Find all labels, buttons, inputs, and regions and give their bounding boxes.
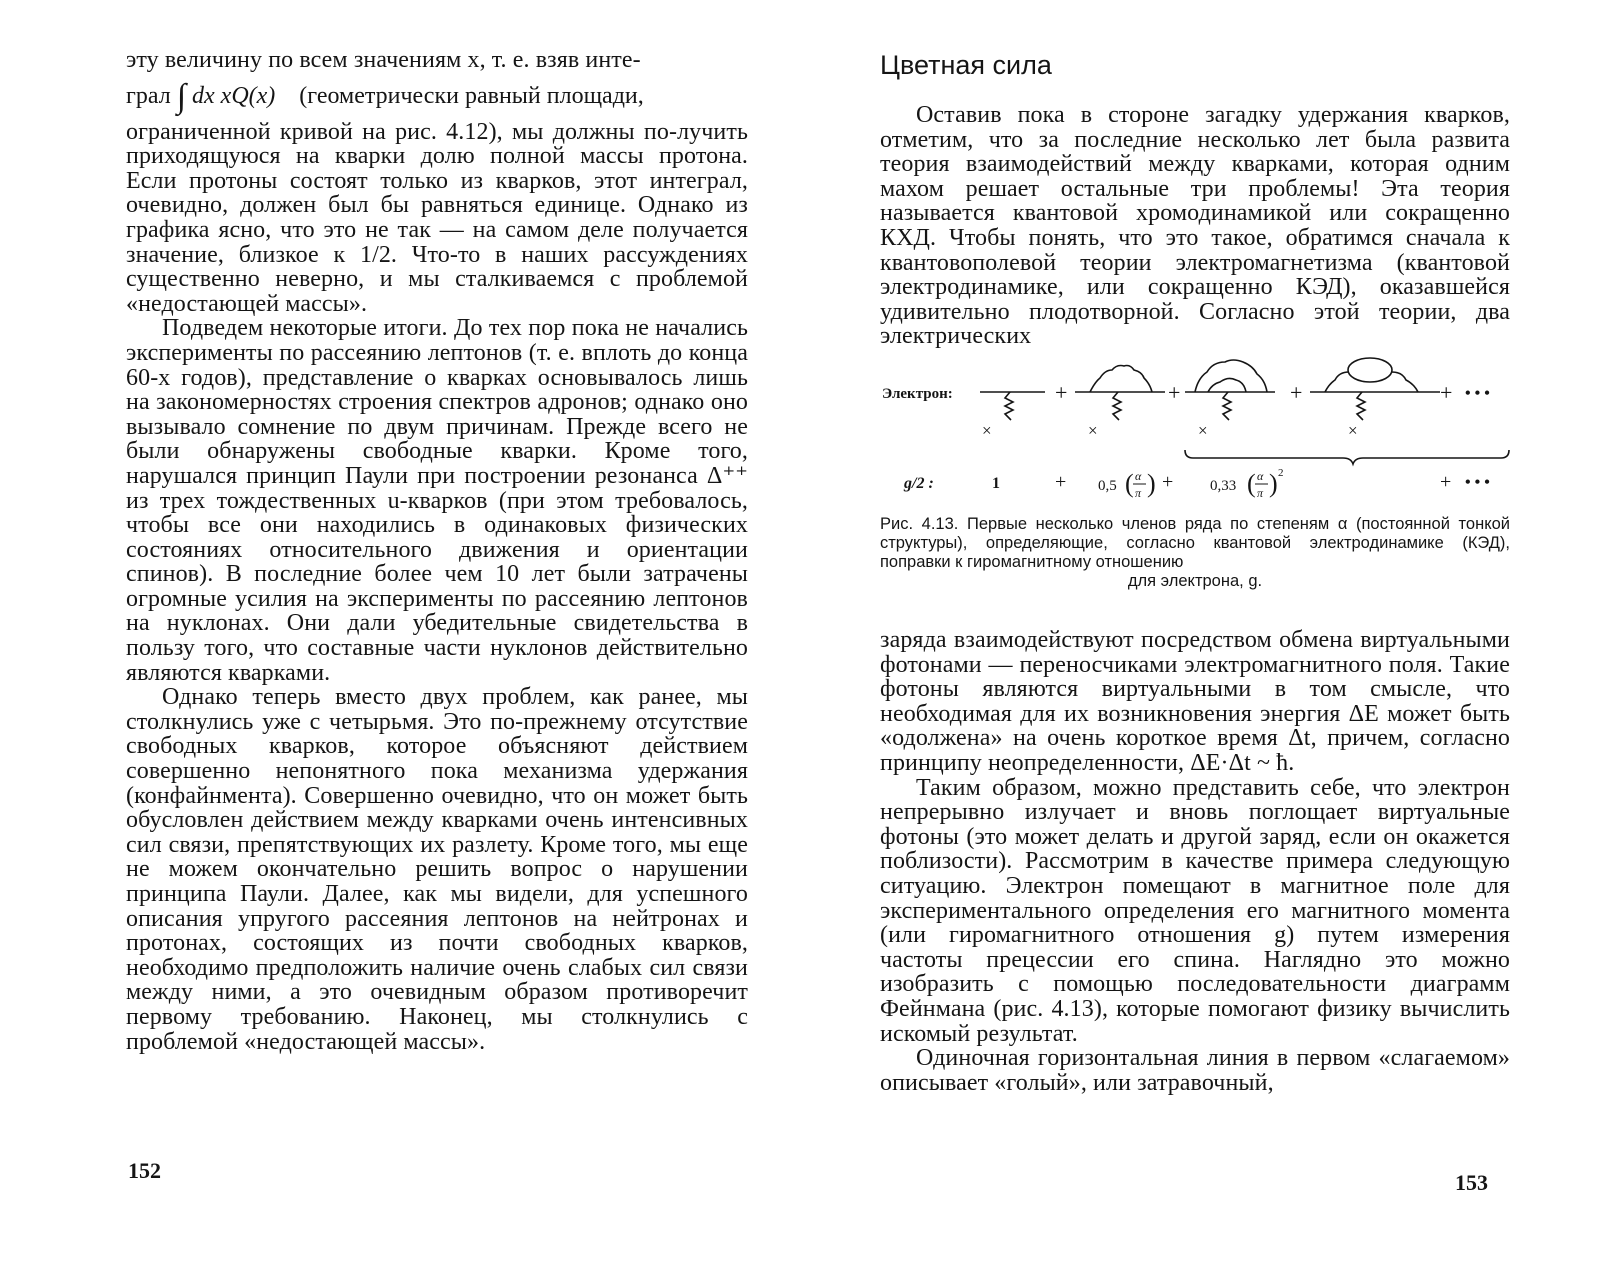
alpha-symbol: α: [1135, 469, 1142, 483]
row-label: Электрон:: [882, 386, 953, 402]
term-1: 1: [992, 475, 1000, 492]
feynman-diagram-figure: [880, 350, 1510, 520]
caption-text: Рис. 4.13. Первые несколько членов ряда по степеням α (постоянной тонкой структуры), определяющие, согласно квантовой электродинамике (КЭД), поправки к гиромагнитному отношению: [880, 515, 1510, 571]
integral-expression: dx xQ(x): [192, 82, 276, 109]
vacuum-polarization-loop: [1348, 358, 1392, 382]
photon-left-4: [1325, 372, 1349, 392]
plus-sign: +: [1162, 471, 1174, 493]
alpha-symbol: α: [1257, 469, 1264, 483]
integral-sign-icon: ∫: [176, 77, 187, 115]
g-factor-label: g/2 :: [904, 475, 934, 492]
term-2-coefficient: 0,5: [1098, 478, 1117, 494]
plus-sign: +: [1290, 380, 1303, 405]
paragraph-2: Подведем некоторые итоги. До тех пор пока не начались эксперименты по рассеянию лептонов (т. е. вплоть до конца 60-х годов), представление о кварках основывалось лишь на закономерностях строения спектров адронов; однако оно вызывало сомнение по двум причинам. Прежде всего не были обнаружены свободные кварки. Кроме того, нарушался принцип Паули при построении резонанса Δ⁺⁺ из трех тождественных u-кварков (при этом требовалось, чтобы все они находились в одинаковых физических состояниях относительного движения и ориентации спинов). В последние более чем 10 лет были затрачены огромные усилия на эксперименты по рассеянию лептонов на нуклонах. Они дали убедительные свидетельства в пользу того, что составные части нуклонов действительно являются кварками.: [126, 315, 748, 686]
integral-line: [126, 73, 748, 120]
ellipsis: • • •: [1465, 385, 1490, 402]
term-3-coefficient: 0,33: [1210, 478, 1237, 494]
left-text-column: [126, 48, 748, 1054]
plus-sign: +: [1440, 380, 1453, 405]
left-paren: (: [1125, 469, 1134, 498]
figure-caption: [880, 515, 1510, 591]
external-field-cross-icon: ×: [1348, 421, 1358, 440]
paragraph-4: Одиночная горизонтальная линия в первом «слагаемом» описывает «голый», или затравочный,: [880, 1045, 1510, 1096]
page-number: 152: [128, 1158, 161, 1183]
section-heading: Цветная сила: [880, 50, 1052, 80]
integral-suffix: (геометрически равный площади,: [299, 82, 644, 109]
right-paren: ): [1269, 469, 1278, 498]
grouping-brace: [1185, 450, 1509, 464]
left-paren: (: [1247, 469, 1256, 498]
right-page: [800, 0, 1600, 1275]
photon-line-1: [1005, 392, 1013, 420]
pi-symbol: π: [1135, 486, 1142, 500]
right-text-column-top: [880, 50, 1510, 349]
photon-line-3: [1223, 392, 1231, 420]
right-text-column-bottom: [880, 628, 1510, 1095]
pi-symbol: π: [1257, 486, 1264, 500]
photon-loop-3-outer: [1195, 360, 1267, 392]
right-paren: ): [1147, 469, 1156, 498]
paragraph-3: Таким образом, можно представить себе, что электрон непрерывно излучает и вновь поглощает виртуальные фотоны (это может делать и другой заряд, если он окажется поблизости). Рассмотрим в качестве примера следующую ситуацию. Электрон помещают в магнитное поле для экспериментального определения его магнитного момента (или гиромагнитного отношения g) путем измерения частоты прецессии его спина. Наглядно это можно изобразить с помощью последовательности диаграмм Фейнмана (рис. 4.13), которые помогают физику вычислить искомый результат.: [880, 774, 1510, 1047]
integral-prefix: грал: [126, 82, 171, 109]
external-field-cross-icon: ×: [1198, 421, 1208, 440]
paragraph-3: Однако теперь вместо двух проблем, как ранее, мы столкнулись уже с четырьмя. Это по-прежнему отсутствие свободных кварков, которое объясняют действием совершенно непонятного пока механизма удержания (конфайнмента). Совершенно очевидно, что он может быть обусловлен действием между кварками очень интенсивных сил связи, препятствующих их разлету. Кроме того, мы еще не можем окончательно решить вопрос о нарушении принципа Паули. Далее, как мы видели, для успешного описания упругого рассеяния лептонов на нейтронах и протонах, состоящих из почти свободных кварков, необходимо предположить наличие очень слабых сил связи между ними, а это очевидным образом противоречит первому требованию. Наконец, мы столкнулись с проблемой «недостающей массы».: [126, 684, 748, 1055]
external-field-cross-icon: ×: [1088, 421, 1098, 440]
photon-line-2: [1113, 392, 1121, 420]
paragraph-1-lead: эту величину по всем значениям x, т. е. взяв инте-: [126, 47, 641, 73]
feynman-diagrams-svg: [880, 350, 1510, 520]
external-field-cross-icon: ×: [982, 421, 992, 440]
photon-loop-2: [1090, 366, 1152, 393]
plus-sign: +: [1440, 471, 1452, 493]
photon-line-4: [1357, 392, 1365, 420]
ellipsis: • • •: [1465, 474, 1490, 491]
paragraph-1-rest: ограниченной кривой на рис. 4.12), мы должны по-лучить приходящуюся на кварки долю полной массы протона. Если протоны состоят только из кварков, этот интеграл, очевидно, должен был бы равняться единице. Однако из графика ясно, что это не так — на самом деле получается значение, близкое к 1/2. Что-то в наших рассуждениях существенно неверно, и мы сталкиваемся с проблемой «недостающей массы».: [126, 118, 748, 317]
photon-right-4: [1392, 372, 1418, 392]
plus-sign: +: [1055, 471, 1067, 493]
paragraph-1: Оставив пока в стороне загадку удержания кварков, отметим, что за последние несколько лет была развита теория взаимодействий между кварками, которая одним махом решает остальные три проблемы! Эта теория называется квантовой хромодинамикой или сокращенно КХД. Чтобы понять, что это такое, обратимся сначала к квантовополевой теории электромагнетизма (квантовой электродинамике, или сокращенно КЭД), оказавшейся удивительно плодотворной. Согласно этой теории, два электрических: [880, 102, 1510, 350]
square-exponent: 2: [1278, 467, 1284, 479]
photon-loop-3-inner: [1208, 378, 1246, 392]
page-number: 153: [1455, 1170, 1488, 1195]
paragraph-2: заряда взаимодействуют посредством обмена виртуальными фотонами — переносчиками электромагнитного поля. Такие фотоны являются виртуальными в том смысле, что необходимая для их возникновения энергия ΔE может быть «одолжена» на очень короткое время Δt, причем, согласно принципу неопределенности, ΔE·Δt ~ ħ.: [880, 627, 1510, 776]
caption-last-line: для электрона, g.: [1127, 572, 1263, 590]
plus-sign: +: [1168, 380, 1181, 405]
plus-sign: +: [1055, 380, 1068, 405]
